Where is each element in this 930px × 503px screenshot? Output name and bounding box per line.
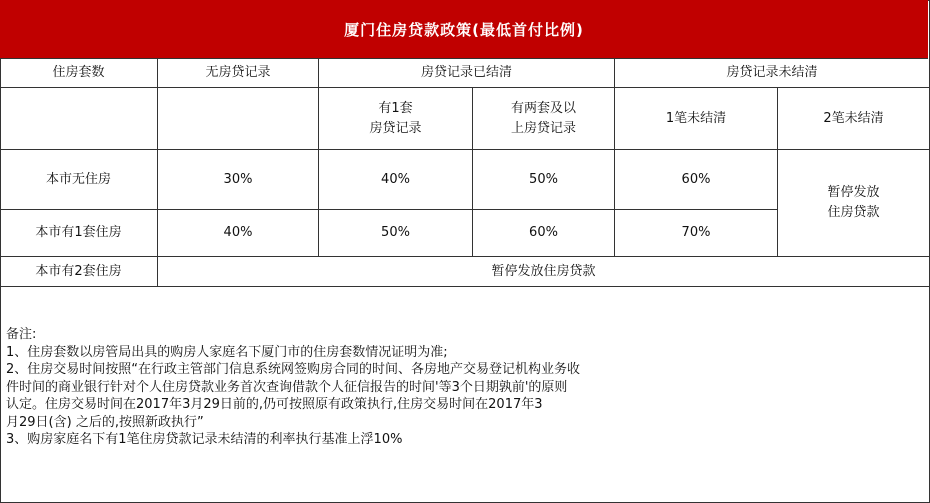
header-settled-2: 有两套及以 上房贷记录 <box>473 88 615 150</box>
cell-value: 30% <box>158 150 319 210</box>
header-unsettled-2: 2笔未结清 <box>778 88 929 150</box>
row-label: 本市有1套住房 <box>0 210 158 257</box>
header-ownership: 住房套数 <box>0 59 158 88</box>
cell-value: 50% <box>319 210 473 257</box>
header-no-record: 无房贷记录 <box>158 59 319 88</box>
cell-value: 60% <box>615 150 778 210</box>
notes-section <box>6 326 906 449</box>
cell-value: 50% <box>473 150 615 210</box>
note-line: 3、购房家庭名下有1笔住房贷款记录未结清的利率执行基准上浮10% <box>6 432 403 447</box>
suspended-loan-cell: 暂停发放 住房贷款 <box>778 150 929 257</box>
header-unsettled-1: 1笔未结清 <box>615 88 778 150</box>
cell-value: 40% <box>319 150 473 210</box>
note-line: 月29日(含) 之后的,按照新政执行” <box>6 414 204 430</box>
row-label: 本市无住房 <box>0 150 158 210</box>
cell-value: 70% <box>615 210 778 257</box>
suspended-loan-row: 暂停发放住房贷款 <box>158 257 929 287</box>
notes-heading: 备注: <box>6 327 37 342</box>
note-line: 2、住房交易时间按照“在行政主管部门信息系统网签购房合同的时间、各房地产交易登记机构业务收 <box>6 362 581 377</box>
header-unsettled: 房贷记录未结清 <box>615 59 929 88</box>
row-label: 本市有2套住房 <box>0 257 158 287</box>
cell-value: 40% <box>158 210 319 257</box>
cell-value: 60% <box>473 210 615 257</box>
header-settled-1: 有1套 房贷记录 <box>319 88 473 150</box>
note-line: 件时间的商业银行针对个人住房贷款业务首次查询借款个人征信报告的时间'等3个日期孰前'的原则 <box>6 379 568 395</box>
header-settled: 房贷记录已结清 <box>319 59 615 88</box>
page-title: 厦门住房贷款政策(最低首付比例) <box>0 0 928 59</box>
header-ownership-blank <box>0 88 158 150</box>
note-line: 1、住房套数以房管局出具的购房人家庭名下厦门市的住房套数情况证明为准; <box>6 344 448 360</box>
header-no-record-blank <box>158 88 319 150</box>
note-line: 认定。住房交易时间在2017年3月29日前的,仍可按照原有政策执行,住房交易时间在2017年3 <box>6 397 543 412</box>
